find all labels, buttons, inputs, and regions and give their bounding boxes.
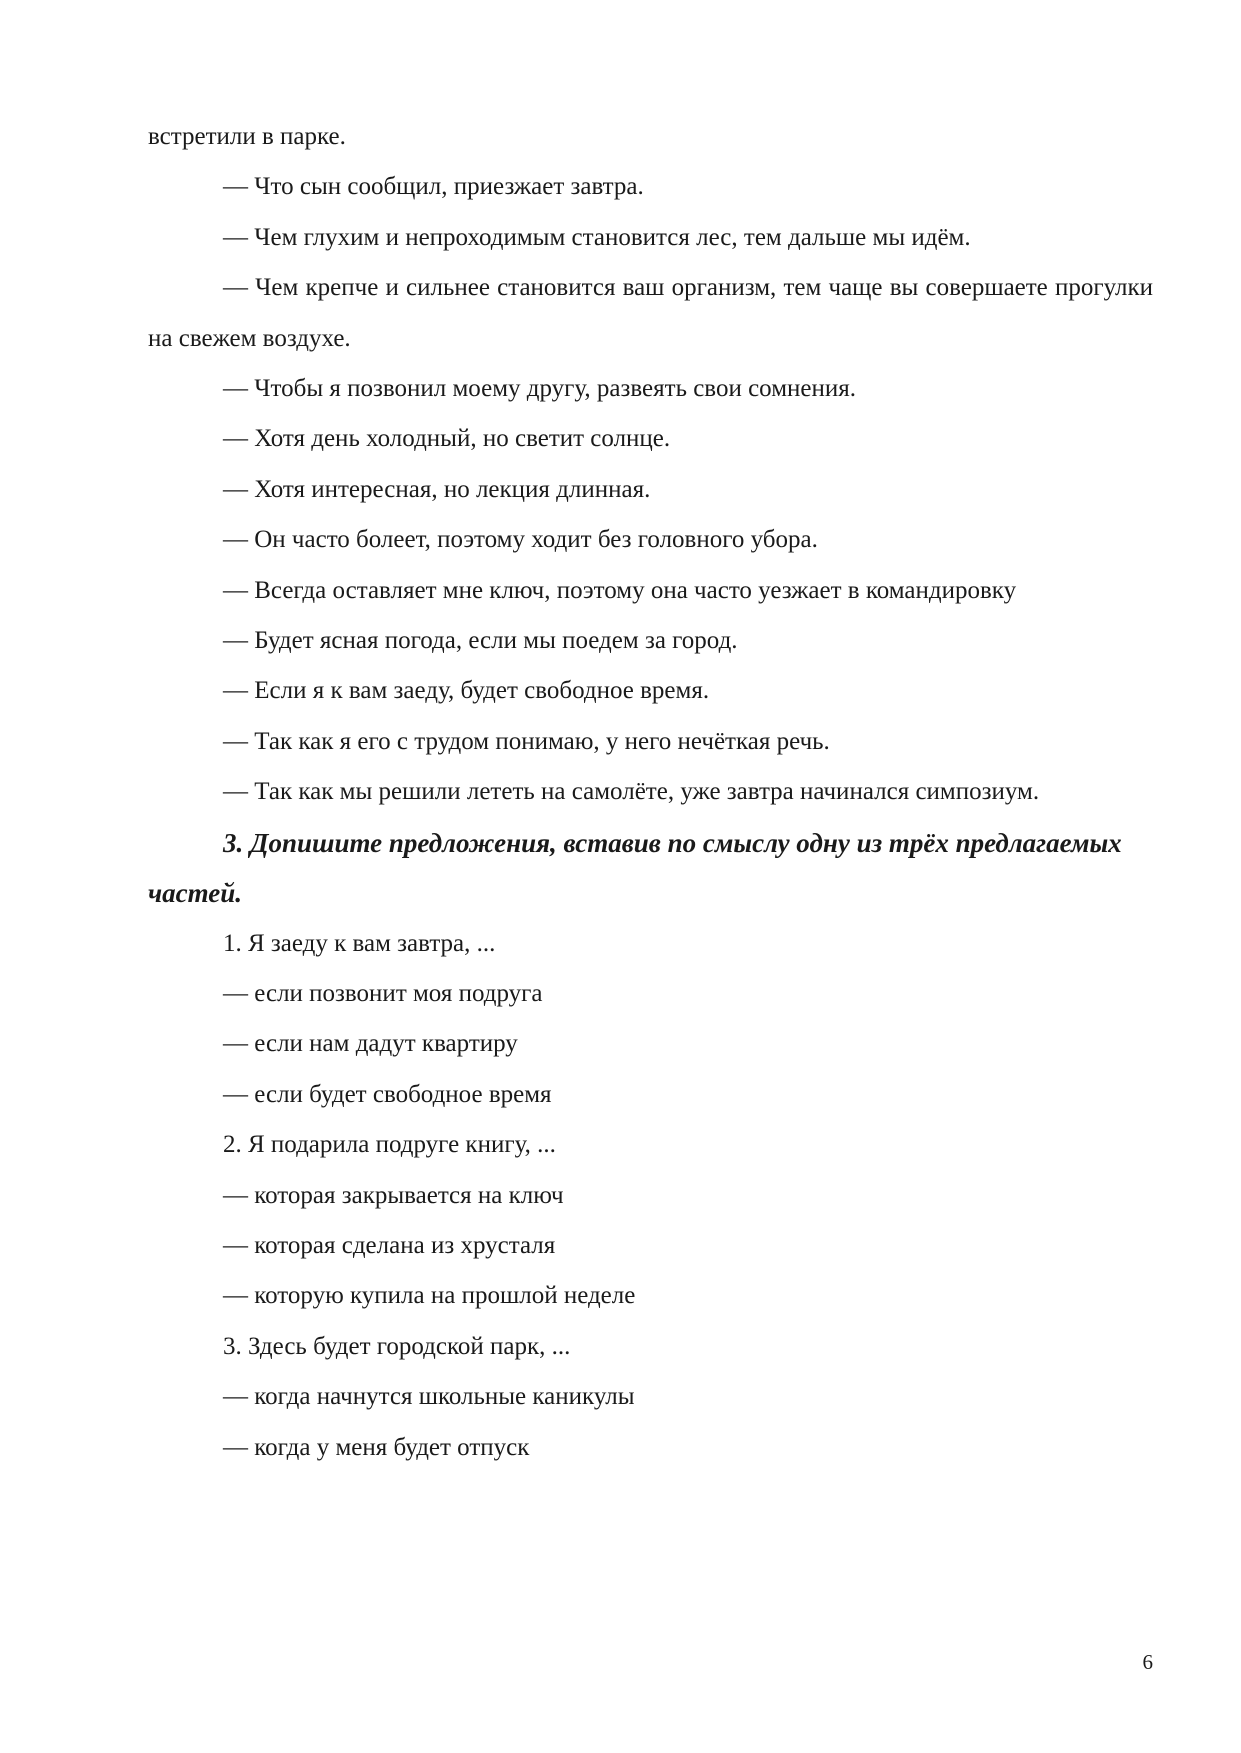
text-line: — Чем крепче и сильнее становится ваш организм, тем чаще вы совершаете прогулки на свежем воздухе. (148, 274, 1153, 352)
text-line: — Хотя день холодный, но светит солнце. (223, 425, 671, 453)
text-line: — Так как мы решили лететь на самолёте, уже завтра начинался симпозиум. (223, 778, 1040, 806)
task-option: — если позвонит моя подруга (223, 979, 543, 1007)
page-content (148, 112, 1153, 1473)
task-heading: 3. Допишите предложения, вставив по смыслу одну из трёх предлагаемых частей. (148, 827, 1122, 909)
text-line: — Так как я его с трудом понимаю, у него нечёткая речь. (223, 727, 830, 755)
text-line: встретили в парке. (148, 123, 346, 150)
page-number: 6 (1142, 1650, 1153, 1674)
task-item: 3. Здесь будет городской парк, ... (223, 1332, 571, 1360)
task-option: — которая закрывается на ключ (223, 1181, 564, 1209)
text-line: — Он часто болеет, поэтому ходит без головного убора. (223, 526, 818, 554)
task-option: — когда начнутся школьные каникулы (223, 1383, 635, 1411)
task-option: — которую купила на прошлой неделе (223, 1282, 636, 1310)
text-line: — Если я к вам заеду, будет свободное время. (223, 677, 710, 705)
text-line: — Хотя интересная, но лекция длинная. (223, 475, 651, 503)
text-line: — Чтобы я позвонил моему другу, развеять свои сомнения. (223, 375, 856, 403)
task-item: 2. Я подарила подруге книгу, ... (223, 1131, 556, 1159)
task-option: — когда у меня будет отпуск (223, 1433, 530, 1461)
task-option: — которая сделана из хрусталя (223, 1231, 556, 1259)
text-line: — Всегда оставляет мне ключ, поэтому она часто уезжает в командировку (223, 576, 1017, 604)
task-option: — если будет свободное время (223, 1080, 552, 1108)
text-line: — Что сын сообщил, приезжает завтра. (223, 173, 644, 201)
task-option: — если нам дадут квартиру (223, 1030, 518, 1058)
text-line: — Будет ясная погода, если мы поедем за город. (223, 627, 738, 655)
task-item: 1. Я заеду к вам завтра, ... (223, 929, 496, 957)
text-line: — Чем глухим и непроходимым становится лес, тем дальше мы идём. (223, 223, 971, 251)
